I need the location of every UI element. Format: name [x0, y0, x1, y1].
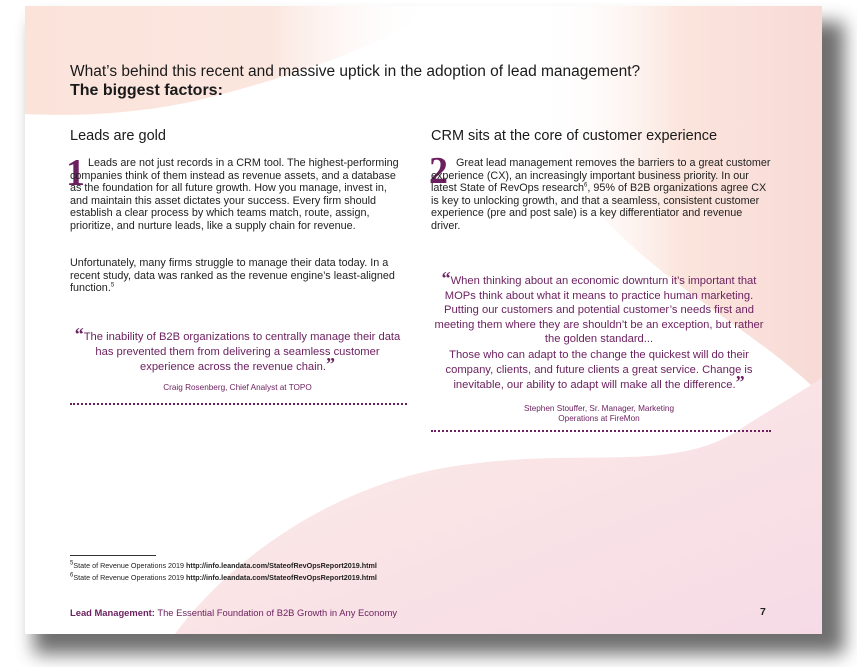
footnote-5-text: State of Revenue Operations 2019	[73, 561, 187, 570]
page-number: 7	[760, 606, 766, 618]
footnote-ref-6: 6	[584, 182, 588, 189]
left-paragraph-2-text: Unfortunately, many firms struggle to manage their data today. In a recent study, data was ranked as the revenue engine’s least-aligned function.	[70, 257, 395, 295]
intro-question: What’s behind this recent and massive uptick in the adoption of lead management?	[70, 63, 641, 80]
right-paragraph-text-b: , 95% of B2B organizations agree CX is key to unlocking growth, and that a seamless, consistent customer experience (pre and post sale) is a key differentiator and revenue driver.	[431, 182, 767, 232]
open-quote-mark: “	[74, 324, 84, 344]
left-number: 1	[66, 152, 85, 194]
left-quote-attribution: Craig Rosenberg, Chief Analyst at TOPO	[163, 383, 312, 392]
footnote-5-link[interactable]: http://info.leandata.com/StateofRevOpsReport2019.html	[186, 561, 377, 570]
open-quote-mark: “	[441, 268, 451, 288]
left-column-title: Leads are gold	[70, 128, 166, 144]
close-quote-mark: ”	[325, 354, 335, 375]
close-quote-mark: ”	[735, 372, 745, 393]
page-footer	[70, 607, 397, 618]
right-quote-part-1	[429, 268, 769, 347]
left-dotted-divider	[70, 403, 407, 405]
footnote-6	[70, 573, 377, 582]
footer-title-rest: The Essential Foundation of B2B Growth in Any Economy	[154, 607, 398, 618]
left-quote-text: The inability of B2B organizations to centrally manage their data has prevented them from delivering a seamless customer experience across the revenue chain.	[83, 331, 401, 374]
intro-block	[70, 62, 640, 100]
footer-title-bold: Lead Management:	[70, 607, 155, 618]
footnote-5	[70, 561, 377, 570]
footnote-5-marker: 5	[70, 560, 74, 567]
footnote-6-text: State of Revenue Operations 2019	[73, 573, 187, 582]
right-column-title: CRM sits at the core of customer experience	[431, 128, 718, 144]
right-attribution-line-2: Operations at FireMon	[558, 414, 640, 423]
right-number: 2	[429, 150, 448, 192]
left-paragraph-1: Leads are not just records in a CRM tool. The highest-performing companies think of them instead as revenue assets, and a database as the foundation for all future growth. How you manage, invest in, and maintain this asset dictates your success. Every firm should establish a clear process by which teams match, route, assign, prioritize, and nurture leads, like a supply chain for revenue.	[70, 157, 399, 232]
footnote-6-link[interactable]: http://info.leandata.com/StateofRevOpsReport2019.html	[186, 573, 377, 582]
left-paragraph-2	[70, 257, 407, 295]
right-paragraph	[431, 157, 771, 233]
right-quote-text-2: Those who can adapt to the change the quickest will do their company, clients, and future clients a great service. Change is inevitable, our ability to adapt will make all the difference.	[445, 349, 753, 392]
left-quote	[70, 324, 405, 375]
right-quote-part-2	[429, 348, 769, 393]
footnote-ref-5: 5	[110, 282, 115, 289]
right-dotted-divider	[431, 430, 771, 432]
right-attribution-line-1: Stephen Stouffer, Sr. Manager, Marketing	[523, 404, 675, 413]
right-quote-text-1: When thinking about an economic downturn it’s important that MOPs think about what it means to practice human marketing. Putting our customers and potential customer’s needs first and meeting them where they are shouldn’t be an exception, but rather the golden standard...	[434, 275, 764, 346]
document-page	[25, 6, 822, 634]
right-quote-attribution	[429, 404, 769, 424]
footnote-6-marker: 6	[70, 572, 74, 579]
intro-heading: The biggest factors:	[70, 82, 223, 99]
right-paragraph-text-a: Great lead management removes the barriers to a great customer experience (CX), an increasingly important business priority. In our latest State of RevOps research	[431, 157, 771, 195]
footnote-rule	[70, 555, 156, 556]
